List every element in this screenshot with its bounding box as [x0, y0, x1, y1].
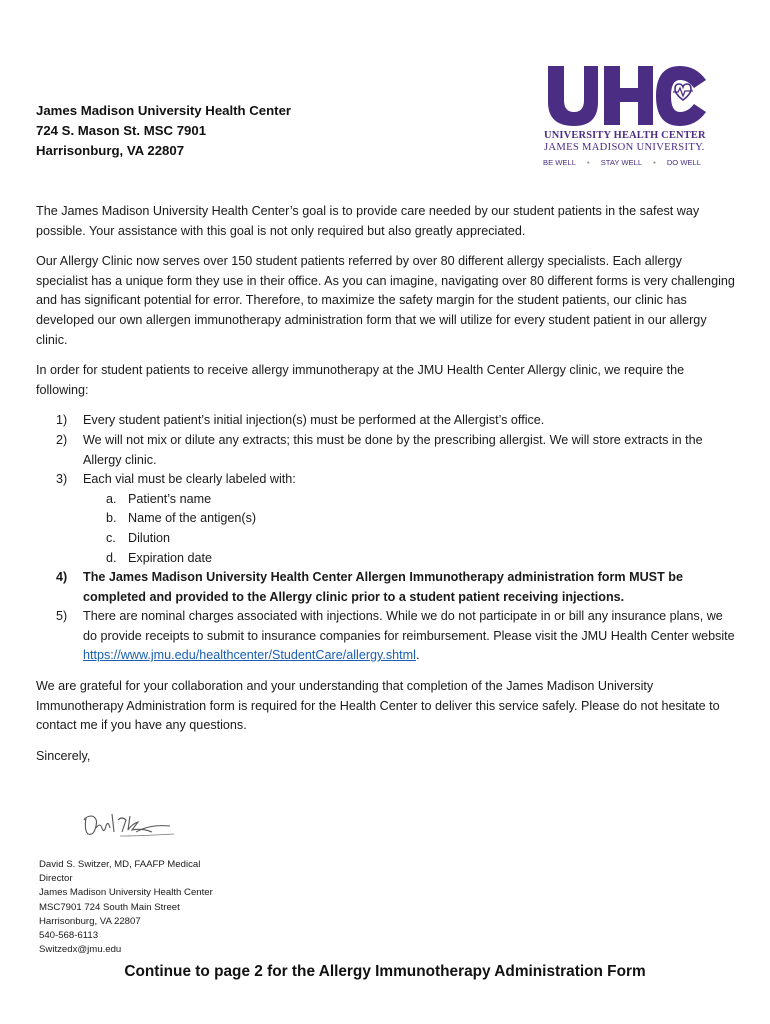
signer-city: Harrisonburg, VA 22807 [39, 915, 141, 927]
paragraph-gratitude: We are grateful for your collaboration and your understanding that completion of the James Madison University Immunotherapy Administration form is required for the Health Center to deliver this service safely. Please do not hesitate to contact me if you have any questions. [36, 679, 720, 733]
paragraph-requirements-intro: In order for student patients to receive allergy immunotherapy at the JMU Health Center Allergy clinic, we require the following: [36, 363, 685, 397]
list-number: 3) [56, 472, 68, 487]
tagline-do-well: DO WELL [666, 158, 701, 167]
list-number: 1) [56, 413, 68, 428]
signer-email: Switzedx@jmu.edu [39, 944, 122, 956]
continue-note: Continue to page 2 for the Allergy Immunotherapy Administration Form [124, 963, 646, 980]
logo-line-2: JAMES MADISON UNIVERSITY. [544, 142, 705, 153]
sublist-item [36, 509, 736, 529]
vial-label-sublist [36, 490, 736, 568]
uhc-logo [540, 62, 708, 170]
list-item [36, 431, 736, 470]
uhc-logo-mark [540, 62, 708, 130]
sublist-item-text: Dilution [128, 530, 170, 545]
signer-title: Director [39, 873, 73, 885]
tagline-separator: • [653, 158, 656, 167]
list-item [36, 470, 736, 490]
signer-organization: James Madison University Health Center [39, 887, 213, 899]
allergy-website-link[interactable]: https://www.jmu.edu/healthcenter/StudentCare/allergy.shtml [83, 648, 416, 663]
signature-block [39, 858, 213, 957]
requirements-list [36, 411, 736, 666]
sublist-letter: d. [106, 550, 117, 565]
sublist-letter: b. [106, 511, 117, 526]
list-item-text: Every student patient’s initial injection(s) must be performed at the Allergist’s office. [83, 413, 545, 428]
sender-address [36, 101, 291, 161]
list-item-text: The James Madison University Health Center Allergen Immunotherapy administration form MUST be completed and provided to the Allergy clinic prior to a student patient receiving injections. [83, 570, 683, 604]
list-item-text: Each vial must be clearly labeled with: [83, 472, 296, 487]
list-item-text: We will not mix or dilute any extracts; this must be done by the prescribing allergist. We will store extracts in the Allergy clinic. [83, 432, 703, 467]
address-line: James Madison University Health Center [36, 103, 292, 118]
signer-name-title: David S. Switzer, MD, FAAFP Medical [39, 859, 201, 870]
sublist-letter: c. [106, 530, 116, 545]
tagline-be-well: BE WELL [543, 158, 576, 167]
logo-tagline [543, 158, 701, 167]
address-line: 724 S. Mason St. MSC 7901 [36, 123, 207, 138]
letter-body [36, 202, 736, 777]
sublist-container [36, 490, 736, 568]
paragraph-goal: The James Madison University Health Center’s goal is to provide care needed by our student patients in the safest way possible. Your assistance with this goal is not only required but also greatly appreciated. [36, 204, 700, 238]
signer-street: MSC7901 724 South Main Street [39, 901, 180, 913]
paragraph-allergy-clinic: Our Allergy Clinic now serves over 150 student patients referred by over 80 different allergy specialists. Each allergy specialist has a unique form they use in their office. As you can imagine, navigating over 80 different forms is very challenging and has significant potential for error. Therefore, to maximize the safety margin for the student patients, our clinic has developed our own allergen immunotherapy administration form that we will utilize for every student patient in our allergy clinic. [36, 254, 735, 347]
sublist-item [36, 549, 736, 569]
signature-image [80, 806, 180, 846]
handwritten-signature [80, 806, 180, 846]
list-item [36, 568, 736, 607]
list-item-text: There are nominal charges associated with injections. While we do not participate in or bill any insurance plans, we do provide receipts to submit to insurance companies for reimbursement. Please visit the JMU Health Center website [83, 609, 735, 643]
sublist-item-text: Patient’s name [128, 491, 212, 506]
tagline-stay-well: STAY WELL [600, 158, 643, 167]
logo-line-1: UNIVERSITY HEALTH CENTER [544, 130, 706, 141]
list-number: 4) [56, 570, 68, 585]
list-item-text: . [415, 648, 420, 663]
sublist-item [36, 529, 736, 549]
address-line: Harrisonburg, VA 22807 [36, 143, 185, 158]
sublist-item [36, 490, 736, 510]
list-number: 2) [56, 432, 68, 447]
sublist-item-text: Name of the antigen(s) [128, 511, 257, 526]
sublist-letter: a. [106, 491, 117, 506]
signer-phone: 540-568-6113 [39, 930, 99, 942]
sublist-item-text: Expiration date [128, 550, 213, 565]
list-item [36, 607, 736, 666]
list-item [36, 411, 736, 431]
tagline-separator: • [586, 158, 590, 167]
closing: Sincerely, [36, 748, 91, 763]
list-number: 5) [56, 609, 68, 624]
